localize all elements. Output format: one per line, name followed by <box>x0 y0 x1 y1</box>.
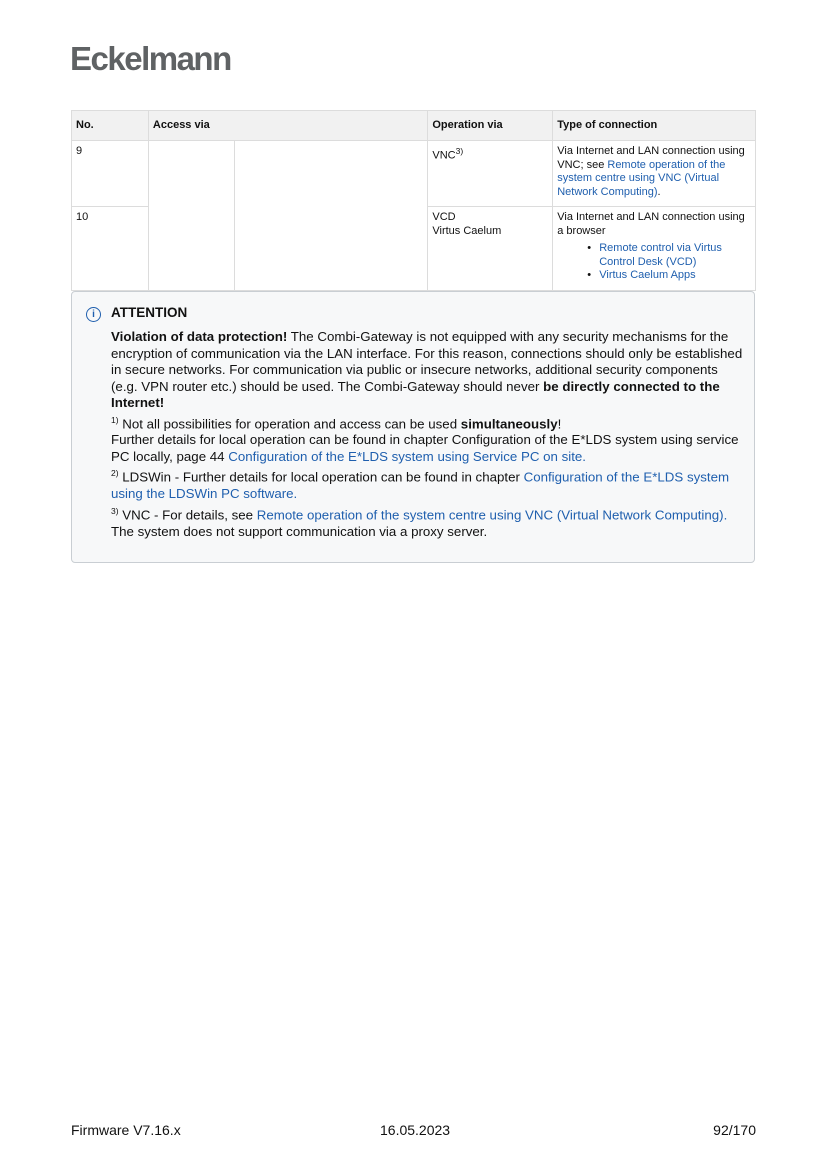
text: Not all possibilities for operation and access can be used <box>118 415 461 431</box>
vcd-link[interactable]: Remote control via Virtus Control Desk (VCD) <box>599 242 722 268</box>
proxy-note: The system does not support communication via a proxy server. <box>111 523 488 539</box>
connection-table <box>71 110 756 291</box>
cell-access-a <box>148 141 234 291</box>
cell-type <box>553 141 756 207</box>
bold-text: Violation of data protection! <box>111 329 288 344</box>
cell-type <box>553 207 756 291</box>
footnote-marker: 1) <box>111 414 119 425</box>
type-text: Via Internet and LAN connection using VNC; see <box>557 145 745 171</box>
footnote-ref: 3) <box>455 146 464 156</box>
attention-body <box>111 329 746 540</box>
vnc-remote-link[interactable]: Remote operation of the system centre using VNC (Virtual Network Computing). <box>256 507 728 523</box>
footer-page-number: 92/170 <box>713 1122 756 1138</box>
virtus-caelum-apps-link[interactable]: Virtus Caelum Apps <box>599 269 696 281</box>
eckelmann-logo: Eckelmann <box>70 40 231 77</box>
bold-text: simultaneously <box>460 415 558 431</box>
table-row <box>72 141 756 207</box>
footnote-3 <box>111 503 746 524</box>
footnote-marker: 3) <box>111 505 119 516</box>
attention-title: ATTENTION <box>111 305 188 320</box>
operation-text: VNC <box>432 149 456 162</box>
table-header-row <box>72 111 756 141</box>
footnote-1-details <box>111 432 746 465</box>
cell-no: 10 <box>72 207 149 291</box>
cell-no: 9 <box>72 141 149 207</box>
text: Further details for local operation can be found in chapter Configuration of the E*LDS system using service PC locally, page 44 <box>111 432 739 464</box>
attention-box <box>71 291 755 563</box>
header-access: Access via <box>148 111 427 141</box>
footnote-2 <box>111 465 746 502</box>
cell-access-b <box>234 141 428 291</box>
warning-paragraph <box>111 329 746 412</box>
footer-date: 16.05.2023 <box>380 1122 451 1138</box>
footnote-1 <box>111 412 746 433</box>
type-end: . <box>657 185 661 198</box>
header-operation: Operation via <box>428 111 553 141</box>
type-text: Via Internet and LAN connection using a browser <box>557 211 745 237</box>
header-no: No. <box>72 111 149 141</box>
operation-text: VCD <box>432 211 456 223</box>
ldswin-link[interactable]: Configuration of the E*LDS system using the LDSWin PC software. <box>111 469 730 502</box>
info-icon: i <box>86 307 101 322</box>
bold-text: be directly connected to the Internet! <box>111 378 720 410</box>
service-pc-link[interactable]: Configuration of the E*LDS system using Service PC on site. <box>228 448 586 464</box>
text: The Combi-Gateway is not equipped with any security mechanisms for the encryption of communication via the LAN interface. For this reason, connections should only be established in secure networks. For communication via public or insecure networks, additional security components (e.g. VPN router etc.) should be used. The Combi-Gateway should never <box>111 329 743 394</box>
list-item <box>599 269 751 283</box>
footer-firmware: Firmware V7.16.x <box>71 1122 181 1138</box>
text: LDSWin - Further details for local operation can be found in chapter <box>118 469 524 485</box>
text: ! <box>557 415 562 431</box>
list-item <box>599 242 751 269</box>
header-type: Type of connection <box>553 111 756 141</box>
text: VNC - For details, see <box>118 507 257 523</box>
cell-operation <box>428 207 553 291</box>
vnc-link[interactable]: Remote operation of the system centre using VNC (Virtual Network Computing) <box>557 158 726 198</box>
link-list <box>557 242 751 283</box>
footnote-marker: 2) <box>111 468 119 479</box>
cell-operation <box>428 141 553 207</box>
operation-text: Virtus Caelum <box>432 224 502 237</box>
